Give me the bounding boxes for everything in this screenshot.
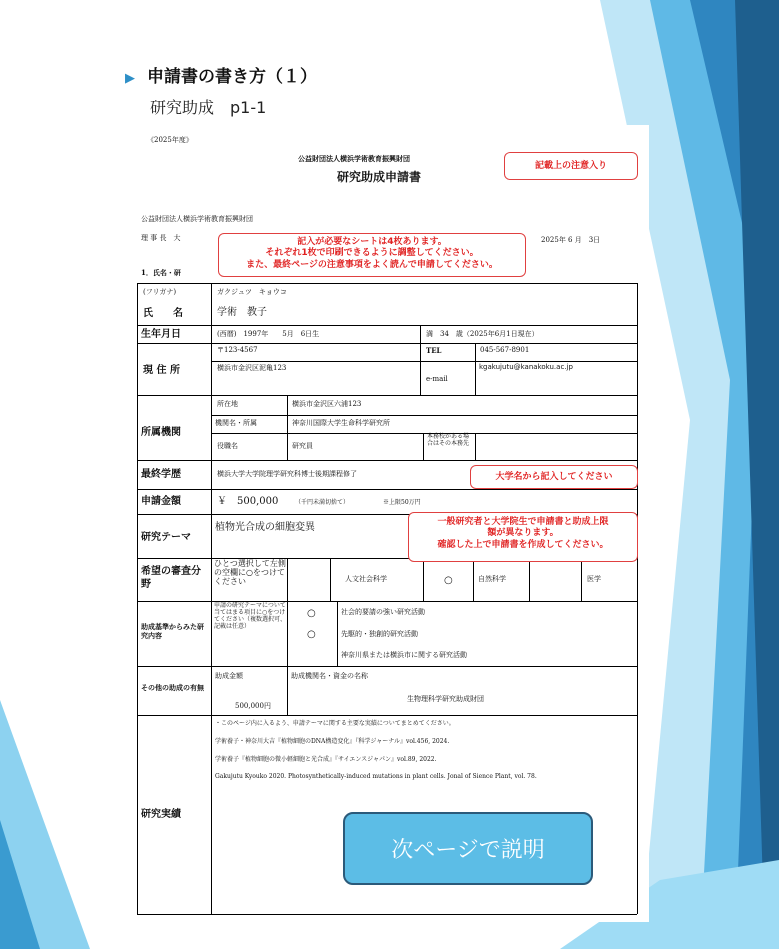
field-label: 希望の審査分野: [141, 566, 201, 590]
next-page-button[interactable]: 次ページで説明: [343, 812, 593, 885]
chairman: 理 事 長 大: [141, 234, 181, 242]
education-label: 最終学歴: [141, 469, 181, 480]
furigana-value: ガクジュツ キョウコ: [217, 288, 287, 296]
fiscal-year: 《2025年度》: [147, 136, 193, 144]
postal-code: 〒123-4567: [217, 346, 258, 354]
results-line-3: 学術養子『植物細胞の微小軽細胞と光合成』『サイエンスジャパン』vol.89, 2022.: [215, 756, 437, 763]
org-value: 神奈川国際大学生命科学研究所: [292, 419, 390, 427]
post-value: 研究員: [292, 442, 313, 450]
caution-note: 記載上の注意入り: [504, 152, 638, 180]
email-value: kgakujutu@kanakoku.ac.jp: [479, 363, 573, 371]
amount-label: 申請金額: [141, 496, 181, 507]
slide-title-text: 申請書の書き方（１）: [147, 67, 317, 87]
basis-item-1: 社会的要請の強い研究活動: [341, 608, 425, 616]
slide-title: [125, 62, 317, 87]
org-label: 機関名・所属: [215, 419, 257, 427]
email-label: e-mail: [426, 375, 448, 383]
section-1-heading: 1．氏名・研: [141, 268, 181, 277]
tel-label: TEL: [426, 346, 442, 355]
post-label: 役職名: [217, 442, 238, 450]
basis-mark-2: ○: [307, 629, 316, 640]
field-medical: 医学: [587, 575, 601, 583]
location-label: 所在地: [217, 400, 238, 408]
affiliation-label: 所属機関: [141, 427, 181, 438]
name-label: 氏 名: [143, 308, 183, 319]
addressee: 公益財団法人横浜学術教育振興財団: [141, 215, 253, 223]
basis-item-2: 先駆的・独創的研究活動: [341, 630, 418, 638]
limit-note-line-2: 額が異なります。: [487, 528, 559, 539]
foundation-name: 公益財団法人横浜学術教育振興財団: [298, 154, 410, 163]
application-date: 2025年 6 月 3日: [541, 236, 601, 244]
other-grant-label: その他の助成の有無: [141, 683, 204, 692]
sheets-note-line-2: それぞれ1枚で印刷できるように調整してください。: [265, 248, 479, 259]
amount-value: ￥ 500,000: [217, 496, 279, 507]
address-label: 現 住 所: [143, 365, 180, 376]
results-line-4: Gakujutu Kyouko 2020. Photosynthetically-induced mutations in plant cells. Jonal of Sience Plant, vol. 78.: [215, 773, 537, 780]
bullet-arrow-icon: ▶: [125, 71, 135, 86]
field-note: ひとつ選択して左側の空欄に○をつけてください: [214, 559, 286, 587]
form-title: 研究助成申請書: [337, 170, 422, 184]
furigana-label: (フリガナ): [143, 288, 177, 296]
sheets-note: [218, 233, 526, 277]
birth-label: 生年月日: [141, 329, 181, 340]
results-line-1: ・このページ内に入るよう、申請テーマに関する主要な実績についてまとめてください。: [215, 720, 455, 727]
slide-subtitle: 研究助成 p1-1: [150, 98, 267, 117]
sheets-note-line-3: また、最終ページの注意事項をよく読んで申請してください。: [246, 259, 498, 270]
tel-value: 045-567-8901: [480, 346, 530, 354]
name-value: 学術 教子: [217, 307, 267, 318]
education-value: 横浜大学大学院理学研究科博士後期課程修了: [217, 470, 357, 478]
theme-value: 植物光合成の細胞変異: [215, 522, 315, 533]
results-label: 研究実績: [141, 809, 181, 820]
other-org-value: 生物理科学研究助成財団: [407, 695, 484, 703]
sheets-note-line-1: 記入が必要なシートは4枚あります。: [297, 237, 447, 247]
amount-limit: ※上限50万円: [383, 499, 421, 506]
results-line-2: 学術養子・神奈川大吉『植物細胞のDNA構造変化』『科学ジャーナル』vol.456, 2024.: [215, 738, 450, 745]
field-natural: 自然科学: [478, 575, 506, 583]
other-amount-label: 助成金額: [215, 672, 243, 680]
address-value: 横浜市金沢区泥亀123: [217, 364, 287, 372]
theme-label: 研究テーマ: [141, 532, 191, 543]
location-value: 横浜市金沢区六浦123: [292, 400, 362, 408]
field-mark: ○: [444, 575, 453, 586]
amount-unit: （千円未満切捨て）: [295, 499, 350, 506]
basis-note: 申請の研究テーマについて当てはまる項目に○をつけてください（複数選択可、記載は任意）: [214, 602, 287, 630]
limit-note: [408, 512, 638, 562]
age-value: 満 34 歳（2025年6月1日現在）: [426, 330, 539, 338]
university-note: 大学名から記入してください: [470, 465, 638, 489]
basis-label: 助成基準からみた研究内容: [141, 622, 204, 641]
limit-note-line-1: 一般研究者と大学院生で申請書と助成上限: [437, 517, 609, 527]
basis-mark-1: ○: [307, 608, 316, 619]
school-note: 本務校がある場合はその本務先: [427, 433, 470, 447]
limit-note-line-3: 確認した上で申請書を作成してください。: [437, 539, 609, 550]
other-org-label: 助成機関名・資金の名称: [291, 672, 368, 680]
other-amount-value: 500,000円: [235, 702, 271, 710]
birth-value: (西暦) 1997年 5月 6日生: [217, 330, 320, 338]
basis-item-3: 神奈川県または横浜市に関する研究活動: [341, 651, 467, 659]
field-humanities: 人文社会科学: [345, 575, 387, 583]
